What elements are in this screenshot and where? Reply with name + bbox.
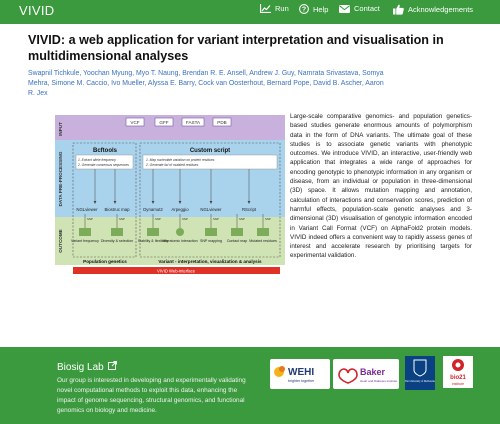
nav-help-label: Help <box>313 4 329 14</box>
svg-text:1. Map nucleotide variation on: 1. Map nucleotide variation on protein residues <box>146 158 215 162</box>
workflow-figure <box>55 113 285 284</box>
svg-text:PDB: PDB <box>217 120 227 125</box>
outcome-label: Variant frequency <box>71 239 99 243</box>
nav-help[interactable] <box>299 4 328 14</box>
author-list: Swapnil Tichkule, Yoochan Myung, Myo T. Naung, Brendan R. E. Ansell, Andrew J. Guy, Namrata Srivastava, Somya Mehra, Simone M. Caccio, Ivo Mueller, Alyssa E. Barry, Cock van Oosterhout, Bernard Pope, David B. Ascher, Aaron R. Jex <box>28 70 384 97</box>
svg-text:institute: institute <box>451 382 465 386</box>
custom-script-title: Custom script <box>189 148 231 154</box>
svg-text:bio21: bio21 <box>450 375 466 381</box>
tool-biostrucmap: Biostruc map <box>104 207 130 212</box>
svg-text:WEHI: WEHI <box>288 367 315 378</box>
bio21-logo[interactable] <box>443 356 473 388</box>
svg-text:FASTA: FASTA <box>185 120 201 125</box>
tool-dynamut2: Dynamut2 <box>143 207 163 212</box>
university-of-melbourne-logo[interactable] <box>405 356 435 390</box>
svg-text:brighter together: brighter together <box>288 379 315 383</box>
input-format-gff <box>155 118 173 126</box>
nav-contact-label: Contact <box>354 4 380 13</box>
nav-acknowledgements[interactable] <box>393 4 473 15</box>
outcome-label: Interatomic interaction <box>162 239 198 243</box>
svg-text:Baker: Baker <box>360 367 386 377</box>
tool-nglviewer-left: NGLviewer <box>76 207 98 212</box>
lab-link[interactable] <box>57 361 117 373</box>
svg-text:The University of Melbourne: The University of Melbourne <box>405 380 435 383</box>
svg-text:SNP: SNP <box>87 217 93 221</box>
nav-run[interactable] <box>260 4 289 13</box>
svg-text:SNP: SNP <box>182 217 188 221</box>
chart-icon <box>260 4 271 13</box>
svg-text:GFF: GFF <box>159 120 169 125</box>
svg-text:SNP: SNP <box>155 217 161 221</box>
brand-link[interactable]: VIVID <box>19 3 55 18</box>
nav-acknowledgements-label: Acknowledgements <box>408 5 474 14</box>
svg-text:VCF: VCF <box>130 120 140 125</box>
nav-contact[interactable] <box>339 4 380 13</box>
outcome-label: Contact map <box>226 239 248 243</box>
wehi-logo[interactable] <box>270 359 330 389</box>
stage-label-outcome: OUTCOME <box>58 229 63 253</box>
svg-text:SNP: SNP <box>265 217 271 221</box>
stage-label-input: INPUT <box>58 122 63 136</box>
input-format-fasta <box>182 118 204 126</box>
preprocessing-band <box>55 140 285 217</box>
nav-run-label: Run <box>275 4 289 13</box>
web-interface-label: VIVID Web-interface <box>156 268 196 274</box>
svg-text:?: ? <box>301 6 307 14</box>
stage-label-preprocessing: DATA PRE-PROCESSING <box>58 151 63 207</box>
svg-text:SNP: SNP <box>239 217 245 221</box>
population-genetics-label: Population genetics <box>83 259 127 264</box>
thumbs-up-icon <box>393 4 404 15</box>
lab-name: Biosig Lab <box>57 361 104 373</box>
tool-rscript: RScript <box>241 207 257 212</box>
bcftools-title: Bcftools <box>93 148 117 154</box>
lab-description: Our group is interested in developing and experimentally validating novel computational methods to exploit this data, enhancing the impact of genome sequencing, structural genomics, and functional genomics on biology and medicine. <box>57 377 246 414</box>
svg-text:2. Generate list of mutated re: 2. Generate list of mutated residues <box>146 163 199 167</box>
input-format-vcf <box>126 118 144 126</box>
svg-text:2. Generate consensus sequence: 2. Generate consensus sequences <box>78 163 129 167</box>
svg-text:1. Extract allele frequency: 1. Extract allele frequency <box>78 158 116 162</box>
navbar <box>0 0 500 24</box>
outcome-label: SNP mapping <box>199 239 223 243</box>
baker-logo[interactable] <box>333 359 399 389</box>
help-icon <box>299 4 309 14</box>
outcome-label: Mutated residues <box>249 239 277 243</box>
svg-text:SNP: SNP <box>119 217 125 221</box>
variant-analysis-label: Variant - interpretation, visualization & analysis <box>158 259 262 264</box>
external-link-icon <box>108 361 117 373</box>
outcome-label: Stability & flexibility <box>137 239 169 243</box>
input-format-pdb <box>213 118 231 126</box>
svg-text:Heart and Diabetes Institute: Heart and Diabetes Institute <box>360 379 397 383</box>
mail-icon <box>339 5 350 13</box>
tool-arpeggio: Arpeggio <box>171 207 189 212</box>
outcome-label: Diversity & selection <box>100 239 134 243</box>
page-title: VIVID: a web application for variant interpretation and visualisation in multidimensional analyses <box>28 33 444 63</box>
tool-nglviewer-right: NGLviewer <box>200 207 222 212</box>
svg-text:SNP: SNP <box>213 217 219 221</box>
abstract-text: Large-scale comparative genomics- and population genetics-based studies generate enormous amounts of polymorphism data in the form of DNA variants. The ultimate goal of these studies is to associate genetic variants with phenotypic outcomes. We introduce VIVID, an interactive, user-friendly web application that integrates a wide range of approaches for encoding genotypic to phenotypic information in any organism or disease, from an individual or population in three-dimensional (3D) space. It allows mutation mapping and annotation, calculation of interactions and conservation scores, prediction of harmful effects, population-scale genetic analyses and 3-dimensional (3D) visualisation of genotypic information encoded in Variant Call Format (VCF) on AlphaFold2 protein models. VIVID indeed offers a convenient way to rapidly assess genes of interest and accelerate research by prioritising targets for experimental validation. <box>290 113 472 260</box>
